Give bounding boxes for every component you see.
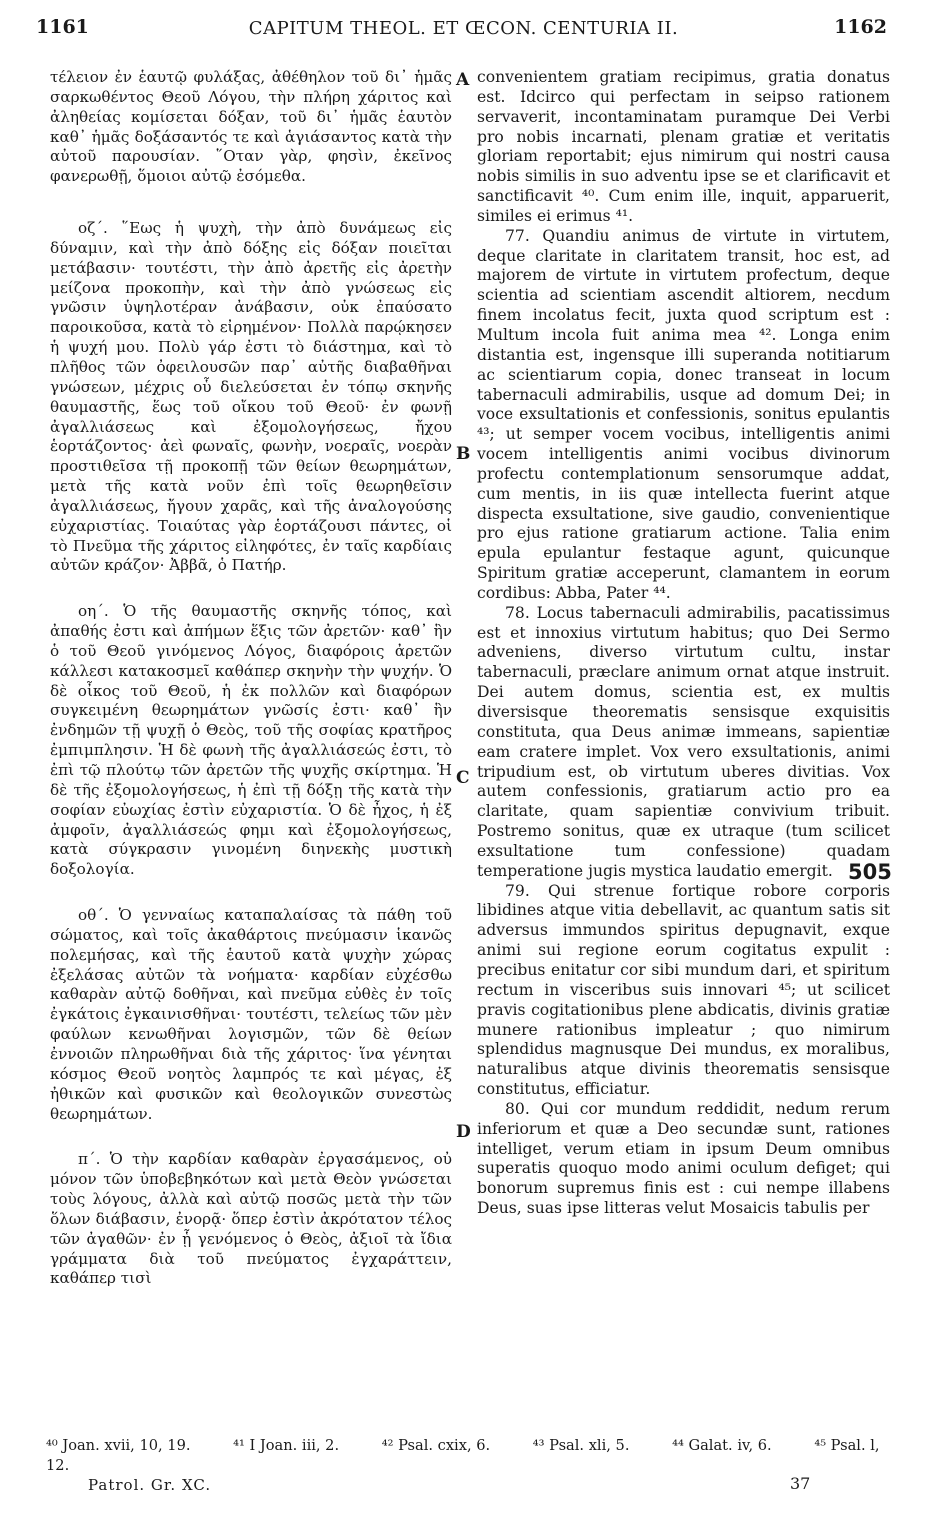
greek-paragraph-79: οθ΄. Ὁ γενναίως καταπαλαίσας τὰ πάθη τοῦ σώματος, καὶ τοῖς ἀκαθάρτοις πνεύμασιν ἱκανῶς πολεμήσας, καὶ τῆς ἑαυτοῦ κατὰ ψυχὴν χώρας ἐξελάσας αὐτῶν τὰ νοήματα· καρδίαν εὐχέσθω καθαρὰν αὐτῷ δοθῆναι, καὶ πνεῦμα εὐθὲς ἐν τοῖς ἐγκάτοις ἐγκαινισθῆναι· τουτέστι, τελείως τῶν μὲν φαύλων κενωθῆναι λογισμῶν, τῶν δὲ θείων ἐννοιῶν πληρωθῆναι διὰ τῆς χάριτος· ἵνα γένηται κόσμος Θεοῦ νοητὸς λαμπρός τε καὶ μέγας, ἐξ ἠθικῶν καὶ φυσικῶν καὶ θεολογικῶν συνεστὼς θεωρημάτων. bbox=[50, 906, 452, 1123]
greek-paragraph-80: π΄. Ὁ τὴν καρδίαν καθαρὰν ἐργασάμενος, οὐ μόνον τῶν ὑποβεβηκότων καὶ μετὰ Θεὸν γνώσεται τοὺς λόγους, ἀλλὰ καὶ αὐτῷ ποσῶς μετὰ τὴν τῶν ὅλων διάβασιν, ἐνορᾷ· ὅπερ ἐστὶν ἀκρότατον τέλος τῶν ἀγαθῶν· ἐν ᾗ γενόμενος ὁ Θεὸς, ἀξιοῖ τὰ ἴδια γράμματα διὰ τοῦ πνεύματος ἐγχαράττειν, καθάπερ τισὶ bbox=[50, 1150, 452, 1288]
sheet-number: 37 bbox=[790, 1474, 811, 1493]
margin-marker-c: C bbox=[456, 768, 470, 788]
page-number-left: 1161 bbox=[36, 16, 89, 38]
greek-paragraph-78: οη΄. Ὁ τῆς θαυμαστῆς σκηνῆς τόπος, καὶ ἀπαθής ἐστι καὶ ἀπήμων ἕξις τῶν ἀρετῶν· καθ᾽ ἣν ὁ τοῦ Θεοῦ γινόμενος Λόγος, διαφόροις ἀρετῶν κάλλεσι κατακοσμεῖ καθάπερ σκηνὴν τὴν ψυχήν. Ὁ δὲ οἶκος τοῦ Θεοῦ, ἡ ἐκ πολλῶν καὶ διαφόρων συγκειμένη θεωρημάτων γνῶσίς ἐστι· καθ᾽ ἣν ἐνδημῶν τῇ ψυχῇ ὁ Θεὸς, τοῦ τῆς σοφίας κρατῆρος ἐμπιμπλησιν. Ἡ δὲ φωνὴ τῆς ἀγαλλιάσεώς ἐστι, τὸ ἐπὶ τῷ πλούτῳ τῶν ἀρετῶν τῆς ψυχῆς σκίρτημα. Ἡ δὲ τῆς ἐξομολογήσεως, ἡ ἐπὶ τῇ δόξῃ τῆς κατὰ τὴν σοφίαν εὐωχίας ἐστὶν εὐχαριστία. Ὁ δὲ ἦχος, ἡ ἐξ ἀμφοῖν, ἀγαλλιάσεώς φημι καὶ ἐξομολογήσεως, κατὰ σύγκρασιν γινομένη διηνεκὴς μυστικὴ δοξολογία. bbox=[50, 602, 452, 879]
column-number-505: 505 bbox=[848, 860, 892, 884]
latin-paragraph-continuation: convenientem gratiam recipimus, gratia donatus est. Idcirco qui perfectam in seipso rationem servaverit, incontaminatam puramque Dei Verbi pro nobis incarnati, plenam gratiæ et veritatis gloriam reportabit; ejus nimirum qui nostri causa nobis similis in suo adventu ipse se et clarificavit et sanctificavit ⁴⁰. Cum enim ille, inquit, apparuerit, similes ei erimus ⁴¹. bbox=[477, 68, 890, 225]
greek-column bbox=[50, 68, 452, 1315]
margin-marker-a: A bbox=[456, 70, 470, 90]
greek-paragraph-continuation: τέλειον ἐν ἑαυτῷ φυλάξας, ἀθέθηλον τοῦ δι᾽ ἡμᾶς σαρκωθέντος Θεοῦ Λόγου, τὴν πλήρη χάριτος καὶ ἀληθείας κομίσεται δόξαν, τοῦ δι᾽ ἡμᾶς ἑαυτὸν καθ᾽ ἡμᾶς δοξάσαντός τε καὶ ἁγιάσαντος κατὰ τὴν αὐτοῦ παρουσίαν. ῞Οταν γὰρ, φησὶν, ἐκεῖνος φανερωθῇ, ὅμοιοι αὐτῷ ἐσόμεθα. bbox=[50, 68, 452, 186]
page-number-right: 1162 bbox=[834, 16, 887, 38]
footnote-42: ⁴² Psal. cxix, 6. bbox=[381, 1437, 491, 1454]
footnote-40: ⁴⁰ Joan. xvii, 10, 19. bbox=[46, 1437, 191, 1454]
greek-paragraph-77: οζ΄. ῞Εως ἡ ψυχὴ, τὴν ἀπὸ δυνάμεως εἰς δύναμιν, καὶ τὴν ἀπὸ δόξης εἰς δόξαν ποιεῖται μετάβασιν· τουτέστι, τὴν ἀπὸ ἀρετῆς εἰς ἀρετὴν μείζονα προκοπὴν, καὶ τὴν ἀπὸ γνώσεως εἰς γνῶσιν ὑψηλοτέραν ἀνάβασιν, οὐκ ἐπαύσατο παροικοῦσα, κατὰ τὸ εἰρημένον· Πολλὰ παρῴκησεν ἡ ψυχή μου. Πολὺ γάρ ἐστι τὸ διάστημα, καὶ τὸ πλῆθος τῶν ὀφειλουσῶν παρ᾽ αὐτῆς διαβαθῆναι γνώσεων, μέχρις οὗ διελεύσεται ἐν τόπῳ σκηνῆς θαυμαστῆς, ἕως τοῦ οἴκου τοῦ Θεοῦ· ἐν φωνῇ ἀγαλλιάσεως καὶ ἐξομολογήσεως, ἤχου ἑορτάζοντος· ἀεὶ φωναῖς, φωνὴν, νοεραῖς, νοερὰν προστιθεῖσα τῇ προκοπῇ τῶν θείων θεωρημάτων, μετὰ τῆς κατὰ νοῦν ἐπὶ τοῖς θεωρηθεῖσιν ἀγαλλιάσεως, ἤγουν χαρᾶς, καὶ τῆς ἀναλογούσης εὐχαριστίας. Τοιαύτας γὰρ ἑορτάζουσι πάντες, οἱ τὸ Πνεῦμα τῆς χάριτος εἰληφότες, ἐν ταῖς καρδίαις αὐτῶν κράζον· Ἀββᾶ, ὁ Πατήρ. bbox=[50, 219, 452, 575]
margin-marker-d: D bbox=[456, 1122, 471, 1142]
footnote-41: ⁴¹ I Joan. iii, 2. bbox=[233, 1437, 340, 1454]
running-title: CAPITUM THEOL. ET ŒCON. CENTURIA II. bbox=[248, 18, 679, 39]
latin-paragraph-80: 80. Qui cor mundum reddidit, nedum rerum inferiorum et quæ a Deo secundæ sunt, rationes intelliget, verum etiam in ipsum Deum omnibus superatis quoquo modo animi oculum defiget; qui bonorum supremus finis est : cui nempe illabens Deus, suas ipse litteras velut Mosaicis tabulis per bbox=[477, 1099, 890, 1218]
latin-column bbox=[477, 68, 890, 1219]
footnotes bbox=[46, 1436, 896, 1476]
latin-paragraph-77: 77. Quandiu animus de virtute in virtutem, deque claritate in claritatem transit, hoc est, ad majorem de virtute in virtutem profectum, deque scientia ad scientiam ascendit altiorem, necdum finem incolatus fecit, juxta quod scriptum est : Multum incola fuit anima mea ⁴². Longa enim distantia est, ingensque illi superanda notitiarum ac scientiarum copia, donec transeat in locum tabernaculi admirabilis, usque ad domum Dei; in voce exsultationis et confessionis, sonitus epulantis ⁴³; ut semper vocem vocibus, intelligentis animi vocem intelligentis animi vocibus divinorum profectu contemplationum sensorumque addat, cum mentis, in iis quæ intellecta fuerint atque dispecta exsultatione, sive gaudio, convenientique pro ejus ratione gratiarum actione. Talia enim epula epulantur festaque agunt, quicunque Spiritum gratiæ acceperunt, clamantem in eorum cordibus: Abba, Pater ⁴⁴. bbox=[477, 226, 890, 602]
latin-paragraph-79: 79. Qui strenue fortique robore corporis libidines atque vitia debellavit, ac quantum satis sit adversus immundos spiritus depugnavit, exque animi sui regione eorum cogitatus expulit : precibus enitatur cor sibi mundum dari, et spiritum rectum in visceribus suis innovari ⁴⁵; ut scilicet pravis cogitationibus plene abdicatis, divinis gratiæ munere rationibus impleatur ; quo nimirum splendidus magnusque Dei mundus, ex moralibus, naturalibus atque divinis theorematis sensisque constitutus, efficiatur. bbox=[477, 881, 890, 1099]
footnote-45: ⁴⁵ Psal. l, 12. bbox=[46, 1437, 880, 1474]
margin-marker-b: B bbox=[456, 444, 471, 464]
printer-signature: Patrol. Gr. XC. bbox=[88, 1476, 212, 1494]
footnote-44: ⁴⁴ Galat. iv, 6. bbox=[672, 1437, 772, 1454]
footnote-43: ⁴³ Psal. xli, 5. bbox=[532, 1437, 630, 1454]
running-header bbox=[0, 10, 927, 50]
latin-paragraph-78: 78. Locus tabernaculi admirabilis, pacatissimus est et innoxius virtutum habitus; quo Dei Sermo adveniens, diverso virtutum cultu, instar tabernaculi, præclare animum ornat atque instruit. Dei autem domus, scientia est, ex multis diversisque theorematis sensisque exquisitis constituta, qua Deus animæ immeans, sapientiæ eam cratere implet. Vox vero exsultationis, animi tripudium est, ob virtutum uberes divitias. Vox autem confessionis, gratiarum actio pro ea claritate, quam sapientiæ convivium tribuit. Postremo sonitus, quæ ex utraque (tum scilicet exsultatione tum confessione) quadam temperatione jugis mystica laudatio emergit. bbox=[477, 603, 890, 880]
